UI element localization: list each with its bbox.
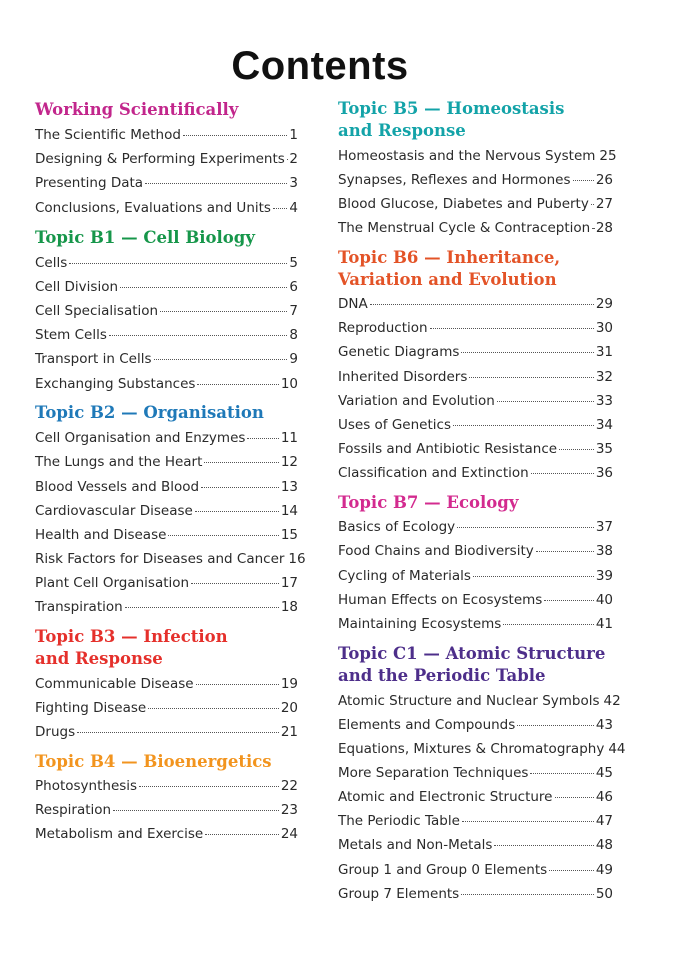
toc-entry-page: 8 [289, 327, 298, 343]
dot-leader [517, 725, 594, 726]
toc-entry-page: 37 [595, 519, 613, 535]
toc-entry-page: 40 [595, 592, 613, 608]
dot-leader [370, 304, 594, 305]
dot-leader [273, 208, 287, 209]
dot-leader [168, 535, 278, 536]
toc-entry[interactable] [338, 884, 613, 904]
toc-entry-label: Food Chains and Biodiversity [338, 543, 534, 559]
toc-entry[interactable] [338, 391, 613, 411]
dot-leader [497, 401, 594, 402]
toc-entry-page: 44 [608, 741, 626, 757]
toc-entry-page: 9 [289, 351, 298, 367]
toc-entry-label: Cells [35, 255, 68, 271]
toc-entry[interactable] [338, 415, 613, 435]
toc-entry-page: 25 [599, 148, 617, 164]
toc-entry[interactable] [338, 739, 626, 759]
toc-entry-label: Genetic Diagrams [338, 344, 460, 360]
toc-entry[interactable] [338, 294, 613, 314]
toc-entry-page: 29 [595, 296, 613, 312]
dot-leader [139, 786, 279, 787]
toc-entry-label: Fighting Disease [35, 700, 147, 716]
toc-entry-page: 16 [288, 551, 306, 567]
toc-entry-page: 31 [595, 344, 613, 360]
toc-entry-label: Health and Disease [35, 527, 167, 543]
toc-entry[interactable] [35, 325, 298, 345]
toc-entry[interactable] [338, 146, 617, 166]
toc-entry-page: 41 [595, 616, 613, 632]
toc-entry-page: 3 [289, 175, 298, 191]
toc-entry-page: 43 [595, 717, 613, 733]
dot-leader [544, 600, 593, 601]
toc-entry-label: More Separation Techniques [338, 765, 529, 781]
dot-leader [120, 287, 287, 288]
section-heading-b7: Topic B7 — Ecology [338, 493, 519, 512]
toc-entry-page: 42 [603, 693, 621, 709]
toc-entry-label: The Menstrual Cycle & Contraception [338, 220, 591, 236]
section-heading-working-scientifically: Working Scientifically [35, 100, 239, 119]
dot-leader [591, 204, 594, 205]
toc-entry[interactable] [338, 342, 613, 362]
dot-leader [160, 311, 287, 312]
dot-leader [109, 335, 288, 336]
toc-entry-label: Cell Specialisation [35, 303, 159, 319]
dot-leader [145, 183, 287, 184]
toc-entry[interactable] [35, 776, 298, 796]
dot-leader [559, 449, 594, 450]
toc-entry[interactable] [35, 349, 298, 369]
toc-entry[interactable] [35, 573, 298, 593]
dot-leader [430, 328, 594, 329]
toc-entry[interactable] [338, 463, 613, 483]
dot-leader [457, 527, 594, 528]
toc-entry-page: 22 [280, 778, 298, 794]
toc-entry-label: Blood Vessels and Blood [35, 479, 200, 495]
toc-entry-page: 10 [280, 376, 298, 392]
toc-entry-label: Atomic and Electronic Structure [338, 789, 553, 805]
toc-entry[interactable] [35, 301, 298, 321]
section-heading-b3-line-1: Topic B3 — Infection [35, 627, 228, 646]
toc-entry-label: Designing & Performing Experiments [35, 151, 285, 167]
toc-entry-page: 21 [280, 724, 298, 740]
toc-entry-page: 12 [280, 454, 298, 470]
section-heading-c1-line-1: Topic C1 — Atomic Structure [338, 644, 606, 663]
toc-entry-label: Drugs [35, 724, 76, 740]
toc-entry-label: Equations, Mixtures & Chromatography [338, 741, 605, 757]
toc-entry-page: 33 [595, 393, 613, 409]
toc-entry[interactable] [338, 541, 613, 561]
dot-leader [191, 583, 279, 584]
toc-entry[interactable] [338, 194, 613, 214]
dot-leader [69, 263, 287, 264]
toc-entry-label: Metabolism and Exercise [35, 826, 204, 842]
toc-entry[interactable] [35, 824, 298, 844]
toc-entry-label: Cell Organisation and Enzymes [35, 430, 246, 446]
section-heading-c1-line-2: and the Periodic Table [338, 666, 546, 685]
dot-leader [530, 773, 593, 774]
toc-entry[interactable] [35, 253, 298, 273]
dot-leader [473, 576, 594, 577]
dot-leader [469, 377, 593, 378]
toc-entry[interactable] [338, 860, 613, 880]
dot-leader [125, 607, 279, 608]
toc-entry[interactable] [35, 125, 298, 145]
dot-leader [205, 834, 279, 835]
dot-leader [195, 511, 279, 512]
dot-leader [461, 352, 593, 353]
dot-leader [549, 870, 594, 871]
toc-entry-label: Respiration [35, 802, 112, 818]
section-heading-b2: Topic B2 — Organisation [35, 403, 264, 422]
section-heading-b4: Topic B4 — Bioenergetics [35, 752, 272, 771]
toc-entry-page: 7 [289, 303, 298, 319]
toc-entry-label: Photosynthesis [35, 778, 138, 794]
toc-entry[interactable] [35, 549, 306, 569]
toc-entry-page: 13 [280, 479, 298, 495]
toc-entry-label: The Scientific Method [35, 127, 181, 143]
toc-entry[interactable] [35, 477, 298, 497]
toc-entry-label: Basics of Ecology [338, 519, 456, 535]
dot-leader [77, 732, 279, 733]
toc-entry-page: 24 [280, 826, 298, 842]
toc-entry[interactable] [338, 715, 613, 735]
toc-entry[interactable] [338, 763, 613, 783]
toc-entry-label: Stem Cells [35, 327, 107, 343]
toc-entry[interactable] [338, 170, 613, 190]
toc-entry-page: 2 [289, 151, 298, 167]
toc-entry[interactable] [338, 691, 621, 711]
section-heading-b5-line-2: and Response [338, 121, 466, 140]
dot-leader [287, 159, 288, 160]
toc-entry[interactable] [338, 318, 613, 338]
toc-entry-label: Plant Cell Organisation [35, 575, 190, 591]
toc-entry-page: 27 [595, 196, 613, 212]
toc-entry-page: 15 [280, 527, 298, 543]
toc-entry-page: 48 [595, 837, 613, 853]
dot-leader [204, 462, 278, 463]
toc-entry[interactable] [35, 698, 298, 718]
dot-leader [494, 845, 593, 846]
toc-entry-label: Classification and Extinction [338, 465, 529, 481]
toc-entry-page: 19 [280, 676, 298, 692]
toc-entry-label: Homeostasis and the Nervous System [338, 148, 596, 164]
toc-entry-label: Variation and Evolution [338, 393, 495, 409]
toc-entry-label: Uses of Genetics [338, 417, 451, 433]
toc-entry-label: Transport in Cells [35, 351, 152, 367]
section-heading-b3-line-2: and Response [35, 649, 163, 668]
toc-entry-label: Maintaining Ecosystems [338, 616, 502, 632]
dot-leader [197, 384, 278, 385]
toc-entry-label: Synapses, Reflexes and Hormones [338, 172, 571, 188]
toc-entry[interactable] [35, 198, 298, 218]
toc-entry[interactable] [35, 597, 298, 617]
section-heading-b5-line-1: Topic B5 — Homeostasis [338, 99, 565, 118]
toc-entry-label: Blood Glucose, Diabetes and Puberty [338, 196, 589, 212]
toc-entry[interactable] [35, 149, 298, 169]
toc-entry-label: Metals and Non-Metals [338, 837, 493, 853]
toc-entry-label: Elements and Compounds [338, 717, 516, 733]
toc-entry[interactable] [35, 800, 298, 820]
section-heading-b6-line-2: Variation and Evolution [338, 270, 557, 289]
dot-leader [536, 551, 594, 552]
toc-entry-page: 35 [595, 441, 613, 457]
page-title: Contents [231, 44, 409, 88]
toc-entry[interactable] [35, 674, 298, 694]
toc-entry-label: Presenting Data [35, 175, 144, 191]
toc-entry-label: Human Effects on Ecosystems [338, 592, 543, 608]
toc-entry-page: 36 [595, 465, 613, 481]
toc-entry-label: DNA [338, 296, 368, 312]
toc-entry-page: 1 [289, 127, 298, 143]
toc-entry[interactable] [35, 428, 298, 448]
toc-entry-label: The Periodic Table [338, 813, 460, 829]
section-heading-b1: Topic B1 — Cell Biology [35, 228, 255, 247]
toc-entry-page: 5 [289, 255, 298, 271]
toc-entry[interactable] [338, 439, 613, 459]
toc-entry-page: 26 [595, 172, 613, 188]
toc-entry[interactable] [338, 787, 613, 807]
toc-entry[interactable] [338, 367, 613, 387]
dot-leader [148, 708, 279, 709]
toc-entry[interactable] [35, 722, 298, 742]
toc-entry-label: Transpiration [35, 599, 123, 615]
dot-leader [113, 810, 279, 811]
toc-entry-page: 38 [595, 543, 613, 559]
toc-entry-page: 45 [595, 765, 613, 781]
toc-entry-page: 32 [595, 369, 613, 385]
dot-leader [573, 180, 594, 181]
toc-entry-label: Exchanging Substances [35, 376, 196, 392]
dot-leader [247, 438, 278, 439]
toc-entry[interactable] [338, 517, 613, 537]
toc-entry-page: 47 [595, 813, 613, 829]
toc-entry-label: Group 1 and Group 0 Elements [338, 862, 548, 878]
toc-entry-page: 18 [280, 599, 298, 615]
toc-entry-page: 23 [280, 802, 298, 818]
dot-leader [154, 359, 288, 360]
toc-entry-page: 46 [595, 789, 613, 805]
toc-entry[interactable] [35, 277, 298, 297]
toc-entry-page: 39 [595, 568, 613, 584]
toc-entry-label: Risk Factors for Diseases and Cancer [35, 551, 285, 567]
toc-entry-label: Inherited Disorders [338, 369, 468, 385]
section-heading-b6-line-1: Topic B6 — Inheritance, [338, 248, 561, 267]
toc-entry-label: Communicable Disease [35, 676, 194, 692]
toc-entry[interactable] [338, 811, 613, 831]
toc-entry-page: 49 [595, 862, 613, 878]
toc-entry-label: Conclusions, Evaluations and Units [35, 200, 271, 216]
toc-entry-label: Cycling of Materials [338, 568, 471, 584]
toc-entry[interactable] [35, 501, 298, 521]
dot-leader [462, 821, 594, 822]
toc-entry-label: Reproduction [338, 320, 428, 336]
toc-entry-label: Cell Division [35, 279, 119, 295]
toc-entry-label: Cardiovascular Disease [35, 503, 193, 519]
dot-leader [592, 228, 594, 229]
toc-entry[interactable] [338, 835, 613, 855]
dot-leader [453, 425, 594, 426]
toc-entry-label: The Lungs and the Heart [35, 454, 203, 470]
toc-entry-page: 17 [280, 575, 298, 591]
toc-entry-page: 11 [280, 430, 298, 446]
dot-leader [555, 797, 594, 798]
dot-leader [531, 473, 594, 474]
toc-entry[interactable] [338, 614, 613, 634]
toc-entry-page: 50 [595, 886, 613, 902]
toc-entry[interactable] [338, 218, 613, 238]
toc-entry-label: Atomic Structure and Nuclear Symbols [338, 693, 600, 709]
toc-entry-label: Group 7 Elements [338, 886, 460, 902]
toc-entry[interactable] [35, 173, 298, 193]
toc-entry-page: 28 [595, 220, 613, 236]
toc-entry-page: 6 [289, 279, 298, 295]
toc-entry[interactable] [338, 566, 613, 586]
toc-entry[interactable] [35, 452, 298, 472]
toc-entry-label: Fossils and Antibiotic Resistance [338, 441, 558, 457]
toc-entry-page: 4 [289, 200, 298, 216]
toc-entry-page: 20 [280, 700, 298, 716]
toc-entry[interactable] [338, 590, 613, 610]
toc-entry-page: 30 [595, 320, 613, 336]
toc-entry[interactable] [35, 525, 298, 545]
dot-leader [201, 487, 279, 488]
dot-leader [183, 135, 288, 136]
dot-leader [503, 624, 593, 625]
toc-entry-page: 34 [595, 417, 613, 433]
dot-leader [461, 894, 594, 895]
dot-leader [196, 684, 279, 685]
toc-entry-page: 14 [280, 503, 298, 519]
toc-entry[interactable] [35, 374, 298, 394]
